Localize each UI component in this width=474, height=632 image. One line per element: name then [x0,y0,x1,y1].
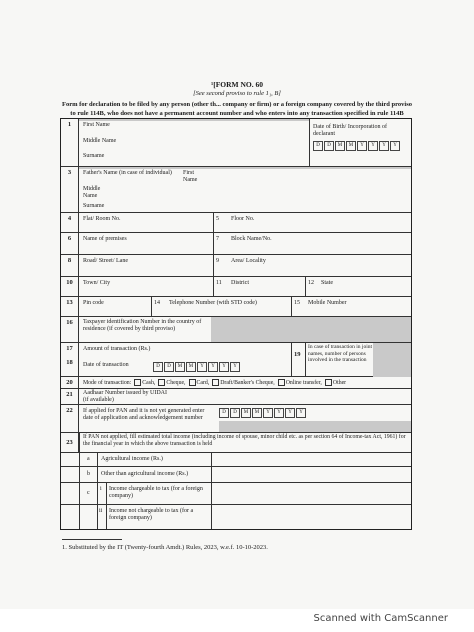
row-road-area: 8 Road/ Street/ Lane 9 Area/ Locality [61,255,411,277]
father-first-label: First Name [183,170,198,183]
row-income-header: 23 If PAN not applied, fill estimated total income (including income of spouse, minor child etc. as per section 64 of Income-tax Act, 1961) for the financial year in which the above transaction is held [61,433,411,453]
middle-name-label: Middle Name [83,138,117,144]
row-flat-floor: 4 Flat/ Room No. 5 Floor No. [61,213,411,233]
row-pan-applied: 22 If applied for PAN and it is not yet generated enter date of application and acknowledgement number D D M M Y Y Y Y [61,405,411,433]
footnote: 1. Substituted by the IT (Twenty-fourth Amdt.) Rules, 2023, w.e.f. 10-10-2023. [62,544,268,551]
row-premises-block: 6 Name of premises 7 Block Name/No. [61,233,411,255]
scanner-watermark: Scanned with CamScanner [313,613,448,624]
dob-label: Date of Birth/ Incorporation of declarant [313,124,387,137]
proviso-reference: [See second proviso to rule 1₁, B] [193,90,281,97]
row-date: 18 Date of transaction D D M M Y Y Y Y [61,357,411,377]
mode-options[interactable]: Mode of transaction: Cash, Cheque, Card, Draft/Banker's Cheque, Online transfer, Other [83,379,347,386]
form-description: Form for declaration to be filed by any person (other th... company or firm) or a foreign company covered by the third proviso to rule 114B, who does not have a permanent account number and who enters into any transaction specified in rule 114B [62,101,412,117]
father-name-label: Father's Name (in case of individual) [83,170,172,176]
row-mode: 20 Mode of transaction: Cash, Cheque, Card, Draft/Banker's Cheque, Online transfer, Other [61,377,411,389]
row-town-district-state: 10 Town/ City 11 District 12 State [61,277,411,297]
row-name: 1 First Name Middle Name Surname Date of Birth/ Incorporation of declarant D D M M Y Y Y Y [61,119,411,167]
row-aadhaar: 21 Aadhaar Number issued by UIDAI (if available) [61,389,411,405]
row-agri-income: a Agricultural income (Rs.) [61,453,411,467]
first-name-label: First Name [83,122,110,128]
dob-boxes[interactable]: D D M M Y Y Y Y [313,141,401,151]
joint-names-label: In case of transaction in joint names, number of persons involved in the transaction [308,344,372,363]
row-taxpayer-id: 16 Taxpayer identification Number in the country of residence (if covered by third proviso) [61,317,411,343]
row-pin-phone-mobile: 13 Pin code 14 Telephone Number (with STD code) 15 Mobile Number [61,297,411,317]
scanner-watermark-bar [0,609,474,632]
row-other-income: b Other than agricultural income (Rs.) [61,467,411,483]
form-number: ¹[FORM NO. 60 [210,80,264,89]
form-table: 1 First Name Middle Name Surname Date of Birth/ Incorporation of declarant D D M M Y Y Y Y 3 Father's Name (in case of individual) First Name Middle Name Surname 4 Flat/ Room No. 5 Floor No. 6 Name of premises 7 Block Name/No. 8 Road/ Street/ Lane 9 Area/ Locality 10 Town/ City 11 District 12 State 13 Pin code 14 Telephone Number (with STD code) 15 Mobile Number 16 Taxpayer identification Number in the country of residence (if covered by third proviso) 17 Amount of transaction (Rs.) 18 Date of transaction D D M M Y Y Y Y 19 In case of transaction in joint names, number of persons involved in the transaction 20 Mode of transaction: Cash, Cheque, Card, Draft/Banker's Cheque, Online transfer, Other 21 Aadhaar Number issued by UIDAI (if available) 22 If applied for PAN and it is not yet generated enter date of application and acknowledgement number D D M M Y Y Y Y 23 If PAN not applied, fill estimated total income (including income of spouse, minor child etc. as per section 64 of Income-tax Act, 1961) for the financial year in which the above transaction is held a Agricultural income (Rs.) b Other than agricultural income (Rs.) c i Income chargeable to tax (for a foreign company) ii Income not chargeable to tax (for a foreign company) [60,118,412,530]
footnote-rule [62,539,122,540]
father-middle-label: Middle Name [83,186,101,199]
transaction-date-boxes[interactable]: D D M M Y Y Y Y [153,362,241,372]
row-father-name: 3 Father's Name (in case of individual) First Name Middle Name Surname [61,167,411,213]
row-income-chargeable: c i Income chargeable to tax (for a foreign company) [61,483,411,505]
row-amount: 17 Amount of transaction (Rs.) [61,343,411,357]
father-surname-label: Surname [83,203,105,209]
row-income-not-chargeable: ii Income not chargeable to tax (for a foreign company) [61,505,411,529]
application-date-boxes[interactable]: D D M M Y Y Y Y [219,408,307,418]
surname-label: Surname [83,153,105,159]
